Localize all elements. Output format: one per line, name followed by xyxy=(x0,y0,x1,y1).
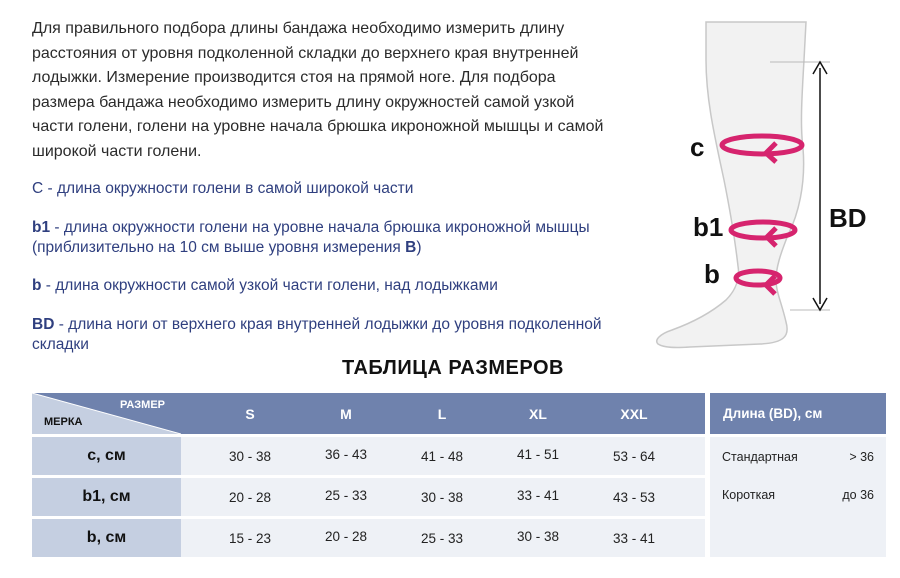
legend-b xyxy=(32,276,652,296)
label-c: c xyxy=(690,132,705,162)
cell-c-xl: 41 - 51 xyxy=(516,446,560,462)
cell-b1-m: 25 - 33 xyxy=(324,487,368,503)
intro-line: расстояния от уровня подколенной складки до верхнего края внутренней xyxy=(32,44,579,62)
legend-key: b1 xyxy=(32,219,51,236)
cell-c-s: 30 - 38 xyxy=(228,448,272,464)
legend-key: BD xyxy=(32,316,55,333)
corner-measure-label: МЕРКА xyxy=(44,416,83,428)
intro-line: лодыжки. Измерение производится стоя на прямой ноге. Для подбора xyxy=(32,69,556,86)
legend-key: B xyxy=(405,239,417,256)
label-b: b xyxy=(704,259,720,289)
cell-b-xxl: 33 - 41 xyxy=(612,530,656,546)
legend-c xyxy=(32,179,652,199)
cell-c-m: 36 - 43 xyxy=(324,446,368,462)
cell-b-m: 20 - 28 xyxy=(324,528,368,544)
intro-paragraph xyxy=(32,17,642,164)
label-bd: BD xyxy=(829,203,867,233)
intro-line: размера бандажа необходимо измерить длину окружностей самой узкой xyxy=(32,93,575,111)
size-header-xxl: XXL xyxy=(620,405,648,422)
length-standard-label: Стандартная xyxy=(722,450,798,464)
length-standard-value: > 36 xyxy=(849,450,874,464)
table-title: ТАБЛИЦА РАЗМЕРОВ xyxy=(342,357,564,379)
legend-key: C xyxy=(32,180,44,197)
row-label-c: c, см xyxy=(32,437,181,475)
intro-line: части голени, голени на уровне начала брюшка икроножной мышцы и самой xyxy=(32,118,604,135)
cell-c-l: 41 - 48 xyxy=(420,448,464,464)
size-header-m: M xyxy=(340,405,352,422)
length-short-label: Короткая xyxy=(722,488,776,502)
cell-b1-xl: 33 - 41 xyxy=(516,487,560,503)
legend-text: - длина ноги от верхнего края внутренней лодыжки до уровня подколенной складки xyxy=(32,316,602,353)
length-short-value: до 36 xyxy=(842,488,874,502)
label-b1: b1 xyxy=(693,212,724,242)
row-label-b: b, см xyxy=(32,519,181,557)
cell-b-l: 25 - 33 xyxy=(420,530,464,546)
legend-text: - длина окружности самой узкой части голени, над лодыжками xyxy=(41,277,498,294)
intro-line: Для правильного подбора длины бандажа необходимо измерить длину xyxy=(32,20,565,37)
size-header-s: S xyxy=(245,405,255,422)
legend-key: b xyxy=(32,277,42,294)
intro-line: широкой части голени. xyxy=(32,142,202,160)
cell-b1-s: 20 - 28 xyxy=(228,489,272,505)
legend-text: - длина окружности голени на уровне начала брюшка икроножной мышцы (приблизительно на 10 см выше уровня измерения xyxy=(32,219,590,256)
leg-measurement-diagram xyxy=(640,0,900,360)
row-label-b1: b1, см xyxy=(32,478,181,516)
size-header-xl: XL xyxy=(529,405,547,422)
cell-c-xxl: 53 - 64 xyxy=(612,448,656,464)
leg-outline xyxy=(657,22,806,348)
size-header-l: L xyxy=(437,405,447,422)
corner-size-label: РАЗМЕР xyxy=(119,399,165,411)
table-corner xyxy=(32,393,181,434)
legend-text: - длина окружности голени в самой широкой части xyxy=(43,180,414,197)
legend-bd xyxy=(32,315,652,355)
cell-b1-xxl: 43 - 53 xyxy=(612,489,656,505)
cell-b-s: 15 - 23 xyxy=(228,530,272,546)
cell-b1-l: 30 - 38 xyxy=(420,489,464,505)
legend-b1 xyxy=(32,218,652,258)
legend-text: ) xyxy=(416,239,422,256)
cell-b-xl: 30 - 38 xyxy=(516,528,560,544)
length-header: Длина (BD), см xyxy=(710,393,886,434)
